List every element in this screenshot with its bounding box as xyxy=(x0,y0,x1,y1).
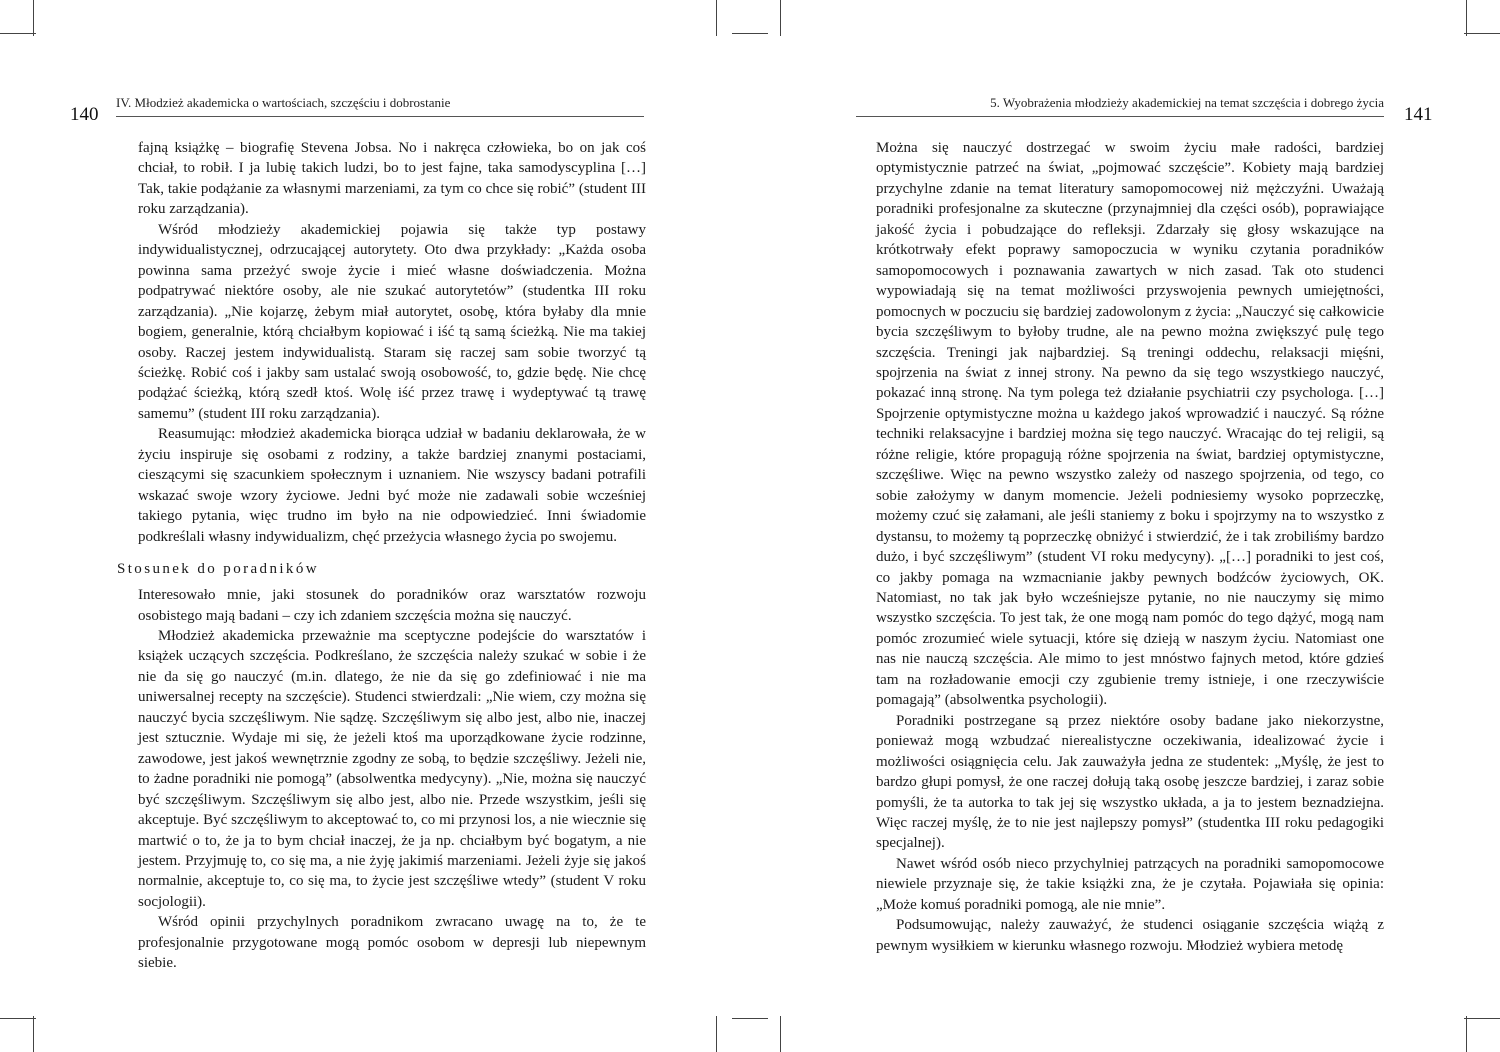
crop-mark xyxy=(732,1018,768,1019)
paragraph: Nawet wśród osób nieco przychylniej patrzących na poradniki samopomocowe niewiele przyznaje się, że takie książki zna, że je czytała. Pojawiała się opinia: „Może komuś poradniki pomogą, ale nie mnie”. xyxy=(876,855,1384,913)
crop-mark xyxy=(0,1018,36,1019)
crop-mark xyxy=(716,0,717,36)
crop-mark xyxy=(1464,1018,1500,1019)
paragraph: Wśród młodzieży akademickiej pojawia się także typ postawy indywidualistycznej, odrzucającej autorytety. Oto dwa przykłady: „Każda osoba powinna sama przeżyć swoje życie i mieć własne doświadczenia. Można podpatrywać niektóre osoby, ale nie szukać autorytetów” (studentka III roku zarządzania). „Nie kojarzę, żebym miał autorytet, osobę, która byłaby dla mnie bogiem, generalnie, którą chciałbym kopiować i iść tą samą ścieżką. Nie ma takiej osoby. Raczej jestem indywidualistą. Staram się raczej sam sobie tworzyć tą ścieżkę. Robić coś i jakby sam ustalać swoją osobowość, to, gdzie będę. Nie chcę podążać ścieżką, którą szedł ktoś. Wolę iść przez trawę i wydeptywać tą trawę samemu” (student III roku zarządzania). xyxy=(138,221,646,422)
paragraph: Wśród opinii przychylnych poradnikom zwracano uwagę na to, że te profesjonalnie przygotowane mogą pomóc osobom w depresji lub niepewnym siebie. xyxy=(138,914,646,972)
crop-mark xyxy=(780,1016,781,1052)
crop-mark xyxy=(716,1016,717,1052)
page-number-left: 140 xyxy=(70,104,99,125)
paragraph: Poradniki postrzegane są przez niektóre osoby badane jako niekorzystne, ponieważ mogą wzbudzać nierealistyczne oczekiwania, idealizować życie i możliwości osiągnięcia celu. Jak zauważyła jedna ze studentek: „Myślę, że jest to bardzo głupi pomysł, że one raczej dołują taką osobę jeszcze bardziej, i zaraz sobie pomyśli, że ta autorka to tak jej się wszystko układa, a ja to jestem beznadziejna. Więc raczej myślę, że to nie jest najlepszy pomysł” (studentka III roku pedagogiki specjalnej). xyxy=(876,712,1384,852)
right-page-body xyxy=(876,138,1384,956)
crop-mark xyxy=(780,0,781,36)
section-heading: Stosunek do poradników xyxy=(117,561,319,578)
crop-mark xyxy=(1466,0,1467,36)
page-number-right: 141 xyxy=(1404,104,1433,125)
running-head-right: 5. Wyobrażenia młodzieży akademickiej na temat szczęścia i dobrego życia xyxy=(990,95,1384,110)
running-head-left: IV. Młodzież akademicka o wartościach, szczęściu i dobrostanie xyxy=(116,95,451,110)
header-rule-left xyxy=(116,116,644,117)
crop-mark xyxy=(1464,33,1500,34)
crop-mark xyxy=(33,0,34,36)
header-rule-right xyxy=(856,116,1384,117)
paragraph: fajną książkę – biografię Stevena Jobsa. No i nakręca człowieka, bo on jak coś chciał, to robił. I ja lubię takich ludzi, bo to jest fajne, taka samodyscyplina […] Tak, takie podążanie za własnymi marzeniami, za tym co chce się robić” (student III roku zarządzania). xyxy=(138,140,646,218)
crop-mark xyxy=(0,33,36,34)
paragraph: Podsumowując, należy zauważyć, że studenci osiąganie szczęścia wiążą z pewnym wysiłkiem w kierunku własnego rozwoju. Młodzież wybiera metodę xyxy=(876,917,1384,954)
crop-mark xyxy=(33,1016,34,1052)
left-page-body xyxy=(117,138,646,974)
paragraph: Reasumując: młodzież akademicka biorąca udział w badaniu deklarowała, że w życiu inspiruje się osobami z rodziny, a także bardziej znanymi postaciami, cieszącymi się szacunkiem społecznym i uznaniem. Nie wszyscy badani potrafili wskazać swoje wzory życiowe. Jedni być może nie zadawali sobie wcześniej takiego pytania, więc trudno im było na nie odpowiedzieć. Inni świadomie podkreślali własny indywidualizm, chęć przeżycia własnego życia po swojemu. xyxy=(138,426,646,545)
paragraph: Można się nauczyć dostrzegać w swoim życiu małe radości, bardziej optymistycznie patrzeć na świat, „pojmować szczęście”. Kobiety mają bardziej przychylne zdanie na temat literatury samopomocowej niż mężczyźni. Uważają poradniki profesjonalne za skuteczne (przynajmniej dla części osób), poprawiające jakość życia i pobudzające do refleksji. Zdarzały się głosy wskazujące na krótkotrwały efekt poprawy samopoczucia w wyniku czytania poradników samopomocowych i poznawania zawartych w nich zasad. Tak oto studenci wypowiadają się na temat możliwości przyswojenia pewnych umiejętności, pomocnych w poczuciu się bardziej zadowolonym z życia: „Nauczyć się całkowicie bycia szczęśliwym to byłoby trudne, ale na pewno można zwiększyć pulę tego szczęścia. Treningi jak najbardziej. Są treningi oddechu, relaksacji mięśni, spojrzenia na świat z innej strony. Na pewno da się tego wszystkiego nauczyć, pokazać inną stronę. Na tym polega też działanie psychiatrii czy psychologa. […] Spojrzenie optymistyczne można u każdego jakoś wprowadzić i nauczyć. Są różne techniki relaksacyjne i bardziej można się tego nauczyć. Wracając do tej religii, są różne religie, które propagują różne spojrzenia na świat, bardziej optymistyczne, szczęśliwe. Więc na pewno wszystko zależy od naszego spojrzenia, od tego, co sobie założymy w danym momencie. Jeżeli podniesiemy wysoko poprzeczkę, możemy czuć się załamani, ale jeśli staniemy z boku i spojrzymy na to wszystko z dystansu, to możemy tą poprzeczkę obniżyć i stwierdzić, że i tak zrobiliśmy bardzo dużo, i być szczęśliwym” (student VI roku medycyny). „[…] poradniki to jest coś, co jakby pomaga na wzmacnianie jakby pewnych bodźców życiowych, OK. Natomiast, no tak jak było wcześniejsze pytanie, no nie nauczymy się mimo wszystko szczęścia. To jest tak, że one mogą nam pomóc do tego dążyć, mogą nam pomóc zrozumieć wiele sytuacji, które się dzieją w naszym życiu. Natomiast one nas nie nauczą szczęścia. Ale mimo to jest mnóstwo fajnych metod, które gdzieś tam na rozładowanie emocji czy zgubienie tremy istnieje, i one rzeczywiście pomagają” (absolwentka psychologii). xyxy=(876,140,1384,709)
paragraph: Młodzież akademicka przeważnie ma sceptyczne podejście do warsztatów i książek uczących szczęścia. Podkreślano, że szczęścia należy szukać w sobie i że nie da się go nauczyć (m.in. dlatego, że nie da się go zdefiniować i nie ma uniwersalnej recepty na szczęście). Studenci stwierdzali: „Nie wiem, czy można się nauczyć bycia szczęśliwym. Nie sądzę. Szczęśliwym się albo jest, albo nie, inaczej jest sztucznie. Wydaje mi się, że jeżeli ktoś ma uporządkowane życie rodzinne, zawodowe, jest jakoś wewnętrznie zgodny ze sobą, to będzie szczęśliwy. Jeżeli nie, to żadne poradniki nie pomogą” (absolwentka medycyny). „Nie, można się nauczyć być szczęśliwym. Szczęśliwym się albo jest, albo nie. Przede wszystkim, jeśli się akceptuje. Być szczęśliwym to akceptować to, co mi przynosi los, a nie wiecznie się martwić o to, że ja to bym chciał inaczej, że ja np. chciałbym być bogatym, a nie jestem. Przyjmuję to, co się ma, a nie żyję jakimiś marzeniami. Jeżeli żyje się jakoś normalnie, akceptuje to, co się ma, to życie jest szczęśliwe wtedy” (student V roku socjologii). xyxy=(138,627,646,910)
crop-mark xyxy=(732,33,768,34)
crop-mark xyxy=(1466,1016,1467,1052)
paragraph: Interesowało mnie, jaki stosunek do poradników oraz warsztatów rozwoju osobistego mają badani – czy ich zdaniem szczęścia można się nauczyć. xyxy=(138,587,646,624)
